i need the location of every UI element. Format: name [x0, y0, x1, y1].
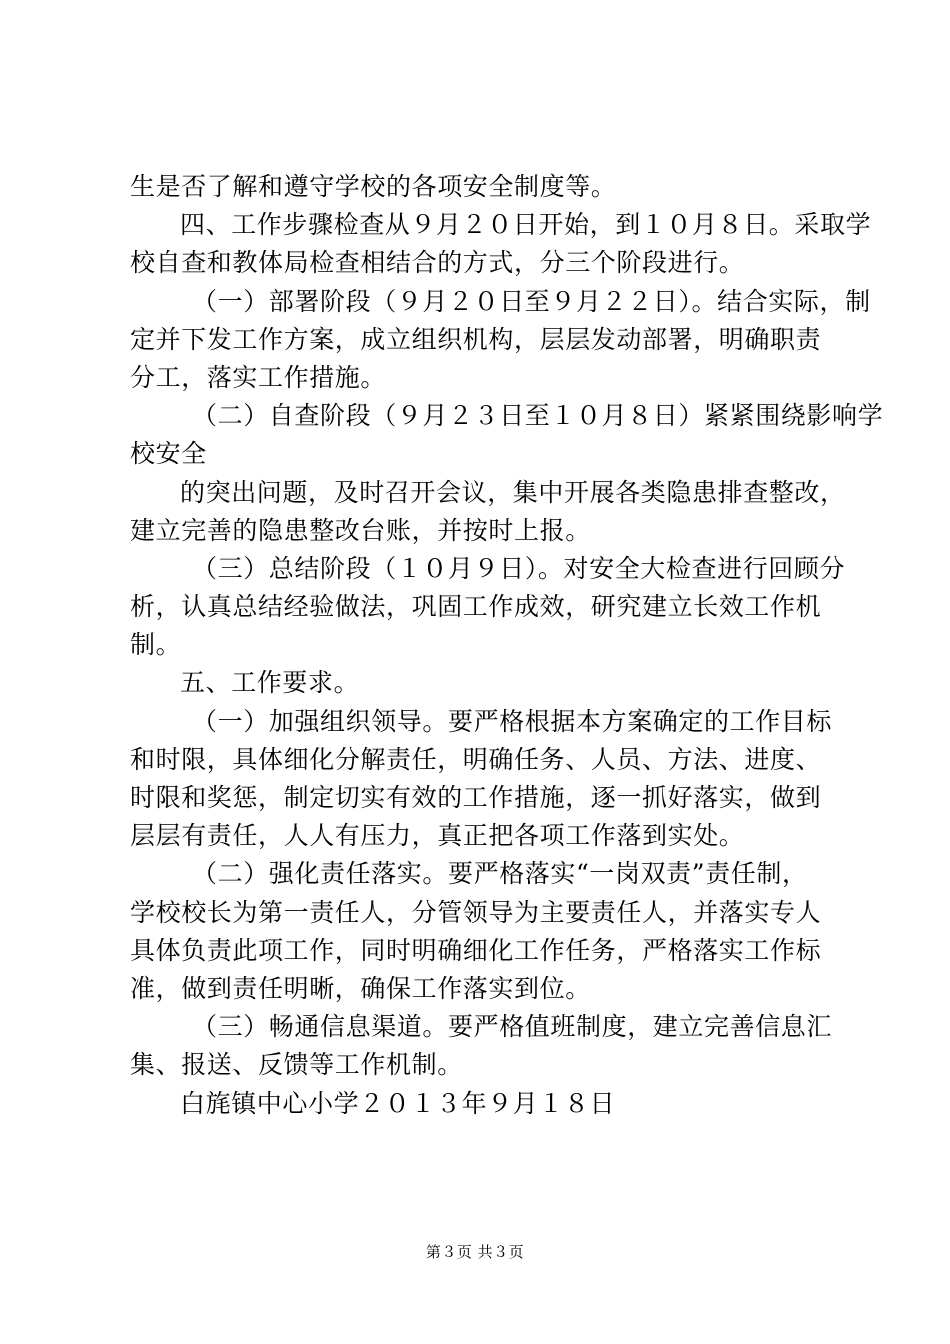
text-line: 和时限，具体细化分解责任，明确任务、人员、方法、进度、: [130, 744, 822, 774]
text-line: 制。: [130, 630, 182, 660]
text-line: （一）部署阶段（９月２０日至９月２２日）。结合实际，制: [192, 286, 871, 316]
text-line: 学校校长为第一责任人，分管领导为主要责任人，并落实专人: [130, 897, 822, 927]
signature-line: 白旄镇中心小学２０１３年９月１８日: [180, 1088, 616, 1118]
text-line: 时限和奖惩，制定切实有效的工作措施，逐一抓好落实，做到: [130, 783, 822, 812]
text-line: 四、工作步骤检查从９月２０日开始，到１０月８日。采取学: [180, 210, 872, 240]
text-line: 的突出问题，及时召开会议，集中开展各类隐患排查整改，: [180, 477, 846, 507]
text-line: 析，认真总结经验做法，巩固工作成效，研究建立长效工作机: [130, 592, 822, 622]
text-line: 校安全: [130, 439, 207, 469]
text-line: 五、工作要求。: [180, 668, 360, 698]
text-line: （二）自查阶段（９月２３日至１０月８日）紧紧围绕影响学: [192, 401, 884, 431]
text-line: （三）总结阶段（１０月９日）。对安全大检查进行回顾分: [192, 553, 846, 583]
text-line: （三）畅通信息渠道。要严格值班制度，建立完善信息汇: [192, 1012, 833, 1042]
text-line: （一）加强组织领导。要严格根据本方案确定的工作目标: [192, 706, 833, 736]
text-line: 层层有责任，人人有压力，真正把各项工作落到实处。: [130, 821, 745, 851]
text-line: 集、报送、反馈等工作机制。: [130, 1050, 463, 1080]
text-line: （二）强化责任落实。要严格落实“一岗双责”责任制，: [192, 859, 808, 889]
document-body: [130, 168, 884, 1123]
page-number-footer: 第３页 共３页: [425, 1243, 525, 1261]
text-line: 具体负责此项工作，同时明确细化工作任务，严格落实工作标: [130, 935, 822, 965]
text-line: 校自查和教体局检查相结合的方式，分三个阶段进行。: [130, 248, 745, 278]
text-line: 定并下发工作方案，成立组织机构，层层发动部署，明确职责: [130, 324, 822, 354]
text-line: 准，做到责任明晰，确保工作落实到位。: [130, 973, 591, 1003]
text-line: 建立完善的隐患整改台账，并按时上报。: [130, 515, 591, 545]
text-line: 分工，落实工作措施。: [130, 362, 387, 392]
text-line: 生是否了解和遵守学校的各项安全制度等。: [130, 172, 617, 201]
